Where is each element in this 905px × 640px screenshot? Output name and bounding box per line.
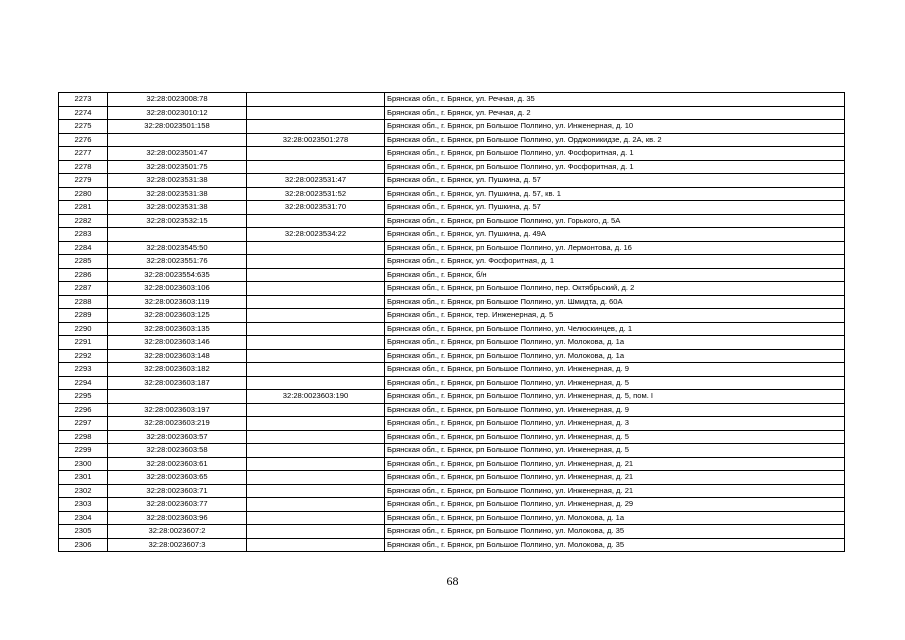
address-cell: Брянская обл., г. Брянск, рп Большое Полпино, ул. Шмидта, д. 60А <box>385 295 845 309</box>
cadastral-number-cell <box>108 390 247 404</box>
sub-object-number-cell: 32:28:0023531:70 <box>247 201 385 215</box>
page-number: 68 <box>446 574 459 588</box>
cadastral-number-cell: 32:28:0023532:15 <box>108 214 247 228</box>
sub-object-number-cell: 32:28:0023531:52 <box>247 187 385 201</box>
row-number-cell: 2284 <box>59 241 108 255</box>
address-cell: Брянская обл., г. Брянск, рп Большое Полпино, ул. Фосфоритная, д. 1 <box>385 147 845 161</box>
table-row <box>59 228 845 242</box>
address-cell: Брянская обл., г. Брянск, ул. Пушкина, д. 57, кв. 1 <box>385 187 845 201</box>
cadastral-number-cell: 32:28:0023551:76 <box>108 255 247 269</box>
cadastral-number-cell: 32:28:0023545:50 <box>108 241 247 255</box>
row-number-cell: 2295 <box>59 390 108 404</box>
table-row <box>59 106 845 120</box>
row-number-cell: 2304 <box>59 511 108 525</box>
sub-object-number-cell <box>247 403 385 417</box>
table-row <box>59 538 845 552</box>
sub-object-number-cell: 32:28:0023501:278 <box>247 133 385 147</box>
sub-object-number-cell: 32:28:0023534:22 <box>247 228 385 242</box>
table-row <box>59 214 845 228</box>
table-row <box>59 484 845 498</box>
cadastral-number-cell: 32:28:0023603:96 <box>108 511 247 525</box>
row-number-cell: 2274 <box>59 106 108 120</box>
sub-object-number-cell <box>247 417 385 431</box>
sub-object-number-cell <box>247 282 385 296</box>
row-number-cell: 2296 <box>59 403 108 417</box>
table-row <box>59 525 845 539</box>
address-cell: Брянская обл., г. Брянск, ул. Фосфоритная, д. 1 <box>385 255 845 269</box>
sub-object-number-cell <box>247 295 385 309</box>
row-number-cell: 2292 <box>59 349 108 363</box>
address-cell: Брянская обл., г. Брянск, рп Большое Полпино, ул. Орджоникидзе, д. 2А, кв. 2 <box>385 133 845 147</box>
table-row <box>59 336 845 350</box>
sub-object-number-cell <box>247 363 385 377</box>
table-row <box>59 403 845 417</box>
sub-object-number-cell <box>247 120 385 134</box>
cadastral-number-cell <box>108 228 247 242</box>
row-number-cell: 2286 <box>59 268 108 282</box>
address-cell: Брянская обл., г. Брянск, рп Большое Полпино, ул. Челюскинцев, д. 1 <box>385 322 845 336</box>
cadastral-number-cell: 32:28:0023501:47 <box>108 147 247 161</box>
table-row <box>59 187 845 201</box>
address-cell: Брянская обл., г. Брянск, ул. Пушкина, д. 57 <box>385 174 845 188</box>
sub-object-number-cell: 32:28:0023531:47 <box>247 174 385 188</box>
row-number-cell: 2291 <box>59 336 108 350</box>
sub-object-number-cell <box>247 160 385 174</box>
cadastral-number-cell: 32:28:0023603:77 <box>108 498 247 512</box>
cadastral-number-cell: 32:28:0023554:635 <box>108 268 247 282</box>
address-cell: Брянская обл., г. Брянск, рп Большое Полпино, ул. Горького, д. 5А <box>385 214 845 228</box>
sub-object-number-cell <box>247 93 385 107</box>
sub-object-number-cell <box>247 525 385 539</box>
cadastral-number-cell: 32:28:0023603:219 <box>108 417 247 431</box>
cadastral-number-cell: 32:28:0023008:78 <box>108 93 247 107</box>
address-cell: Брянская обл., г. Брянск, тер. Инженерная, д. 5 <box>385 309 845 323</box>
cadastral-number-cell: 32:28:0023603:57 <box>108 430 247 444</box>
table-row <box>59 174 845 188</box>
table-row <box>59 160 845 174</box>
row-number-cell: 2305 <box>59 525 108 539</box>
address-cell: Брянская обл., г. Брянск, рп Большое Полпино, ул. Фосфоритная, д. 1 <box>385 160 845 174</box>
row-number-cell: 2289 <box>59 309 108 323</box>
cadastral-number-cell: 32:28:0023501:158 <box>108 120 247 134</box>
sub-object-number-cell <box>247 498 385 512</box>
address-cell: Брянская обл., г. Брянск, рп Большое Полпино, ул. Молокова, д. 35 <box>385 538 845 552</box>
table-row <box>59 417 845 431</box>
address-cell: Брянская обл., г. Брянск, ул. Речная, д. 35 <box>385 93 845 107</box>
registry-table-body <box>59 93 845 552</box>
cadastral-number-cell: 32:28:0023603:71 <box>108 484 247 498</box>
sub-object-number-cell <box>247 255 385 269</box>
table-row <box>59 444 845 458</box>
row-number-cell: 2283 <box>59 228 108 242</box>
row-number-cell: 2300 <box>59 457 108 471</box>
row-number-cell: 2299 <box>59 444 108 458</box>
table-row <box>59 309 845 323</box>
address-cell: Брянская обл., г. Брянск, рп Большое Полпино, ул. Инженерная, д. 21 <box>385 484 845 498</box>
cadastral-number-cell: 32:28:0023531:38 <box>108 201 247 215</box>
cadastral-number-cell <box>108 133 247 147</box>
table-row <box>59 349 845 363</box>
row-number-cell: 2278 <box>59 160 108 174</box>
address-cell: Брянская обл., г. Брянск, рп Большое Полпино, ул. Инженерная, д. 29 <box>385 498 845 512</box>
row-number-cell: 2273 <box>59 93 108 107</box>
cadastral-number-cell: 32:28:0023603:58 <box>108 444 247 458</box>
row-number-cell: 2285 <box>59 255 108 269</box>
sub-object-number-cell <box>247 349 385 363</box>
row-number-cell: 2303 <box>59 498 108 512</box>
table-row <box>59 471 845 485</box>
table-row <box>59 511 845 525</box>
cadastral-number-cell: 32:28:0023501:75 <box>108 160 247 174</box>
row-number-cell: 2288 <box>59 295 108 309</box>
cadastral-number-cell: 32:28:0023607:2 <box>108 525 247 539</box>
table-row <box>59 268 845 282</box>
table-row <box>59 457 845 471</box>
sub-object-number-cell <box>247 538 385 552</box>
address-cell: Брянская обл., г. Брянск, рп Большое Полпино, ул. Инженерная, д. 5 <box>385 376 845 390</box>
address-cell: Брянская обл., г. Брянск, б/н <box>385 268 845 282</box>
cadastral-number-cell: 32:28:0023603:119 <box>108 295 247 309</box>
row-number-cell: 2297 <box>59 417 108 431</box>
row-number-cell: 2293 <box>59 363 108 377</box>
table-row <box>59 363 845 377</box>
address-cell: Брянская обл., г. Брянск, рп Большое Полпино, ул. Инженерная, д. 10 <box>385 120 845 134</box>
row-number-cell: 2276 <box>59 133 108 147</box>
sub-object-number-cell <box>247 241 385 255</box>
table-row <box>59 376 845 390</box>
address-cell: Брянская обл., г. Брянск, рп Большое Полпино, ул. Инженерная, д. 21 <box>385 457 845 471</box>
row-number-cell: 2275 <box>59 120 108 134</box>
address-cell: Брянская обл., г. Брянск, рп Большое Полпино, ул. Молокова, д. 1а <box>385 336 845 350</box>
sub-object-number-cell <box>247 147 385 161</box>
property-registry-table <box>58 92 845 552</box>
cadastral-number-cell: 32:28:0023603:187 <box>108 376 247 390</box>
sub-object-number-cell <box>247 336 385 350</box>
sub-object-number-cell <box>247 322 385 336</box>
row-number-cell: 2277 <box>59 147 108 161</box>
sub-object-number-cell <box>247 106 385 120</box>
table-row <box>59 295 845 309</box>
address-cell: Брянская обл., г. Брянск, рп Большое Полпино, ул. Инженерная, д. 3 <box>385 417 845 431</box>
address-cell: Брянская обл., г. Брянск, ул. Пушкина, д. 57 <box>385 201 845 215</box>
address-cell: Брянская обл., г. Брянск, рп Большое Полпино, ул. Инженерная, д. 5 <box>385 444 845 458</box>
cadastral-number-cell: 32:28:0023010:12 <box>108 106 247 120</box>
sub-object-number-cell <box>247 309 385 323</box>
address-cell: Брянская обл., г. Брянск, рп Большое Полпино, ул. Молокова, д. 1а <box>385 511 845 525</box>
address-cell: Брянская обл., г. Брянск, рп Большое Полпино, ул. Инженерная, д. 9 <box>385 403 845 417</box>
sub-object-number-cell <box>247 484 385 498</box>
cadastral-number-cell: 32:28:0023603:135 <box>108 322 247 336</box>
table-row <box>59 201 845 215</box>
cadastral-number-cell: 32:28:0023603:106 <box>108 282 247 296</box>
sub-object-number-cell <box>247 214 385 228</box>
row-number-cell: 2298 <box>59 430 108 444</box>
row-number-cell: 2280 <box>59 187 108 201</box>
address-cell: Брянская обл., г. Брянск, рп Большое Полпино, ул. Инженерная, д. 9 <box>385 363 845 377</box>
document-page <box>58 92 845 552</box>
address-cell: Брянская обл., г. Брянск, рп Большое Полпино, ул. Инженерная, д. 5, пом. I <box>385 390 845 404</box>
table-row <box>59 133 845 147</box>
cadastral-number-cell: 32:28:0023603:148 <box>108 349 247 363</box>
row-number-cell: 2282 <box>59 214 108 228</box>
cadastral-number-cell: 32:28:0023603:61 <box>108 457 247 471</box>
cadastral-number-cell: 32:28:0023531:38 <box>108 174 247 188</box>
sub-object-number-cell <box>247 457 385 471</box>
row-number-cell: 2302 <box>59 484 108 498</box>
table-row <box>59 255 845 269</box>
row-number-cell: 2281 <box>59 201 108 215</box>
cadastral-number-cell: 32:28:0023603:125 <box>108 309 247 323</box>
row-number-cell: 2294 <box>59 376 108 390</box>
sub-object-number-cell <box>247 511 385 525</box>
table-row <box>59 93 845 107</box>
table-row <box>59 322 845 336</box>
sub-object-number-cell <box>247 430 385 444</box>
address-cell: Брянская обл., г. Брянск, рп Большое Полпино, пер. Октябрьский, д. 2 <box>385 282 845 296</box>
address-cell: Брянская обл., г. Брянск, рп Большое Полпино, ул. Молокова, д. 1а <box>385 349 845 363</box>
sub-object-number-cell: 32:28:0023603:190 <box>247 390 385 404</box>
sub-object-number-cell <box>247 376 385 390</box>
cadastral-number-cell: 32:28:0023603:197 <box>108 403 247 417</box>
address-cell: Брянская обл., г. Брянск, ул. Пушкина, д. 49А <box>385 228 845 242</box>
sub-object-number-cell <box>247 444 385 458</box>
table-row <box>59 120 845 134</box>
row-number-cell: 2290 <box>59 322 108 336</box>
table-row <box>59 390 845 404</box>
sub-object-number-cell <box>247 471 385 485</box>
address-cell: Брянская обл., г. Брянск, ул. Речная, д. 2 <box>385 106 845 120</box>
table-row <box>59 241 845 255</box>
cadastral-number-cell: 32:28:0023603:146 <box>108 336 247 350</box>
address-cell: Брянская обл., г. Брянск, рп Большое Полпино, ул. Инженерная, д. 21 <box>385 471 845 485</box>
address-cell: Брянская обл., г. Брянск, рп Большое Полпино, ул. Молокова, д. 35 <box>385 525 845 539</box>
cadastral-number-cell: 32:28:0023607:3 <box>108 538 247 552</box>
row-number-cell: 2287 <box>59 282 108 296</box>
row-number-cell: 2279 <box>59 174 108 188</box>
sub-object-number-cell <box>247 268 385 282</box>
table-row <box>59 282 845 296</box>
cadastral-number-cell: 32:28:0023531:38 <box>108 187 247 201</box>
table-row <box>59 430 845 444</box>
table-row <box>59 147 845 161</box>
cadastral-number-cell: 32:28:0023603:65 <box>108 471 247 485</box>
address-cell: Брянская обл., г. Брянск, рп Большое Полпино, ул. Инженерная, д. 5 <box>385 430 845 444</box>
row-number-cell: 2306 <box>59 538 108 552</box>
row-number-cell: 2301 <box>59 471 108 485</box>
cadastral-number-cell: 32:28:0023603:182 <box>108 363 247 377</box>
address-cell: Брянская обл., г. Брянск, рп Большое Полпино, ул. Лермонтова, д. 16 <box>385 241 845 255</box>
table-row <box>59 498 845 512</box>
